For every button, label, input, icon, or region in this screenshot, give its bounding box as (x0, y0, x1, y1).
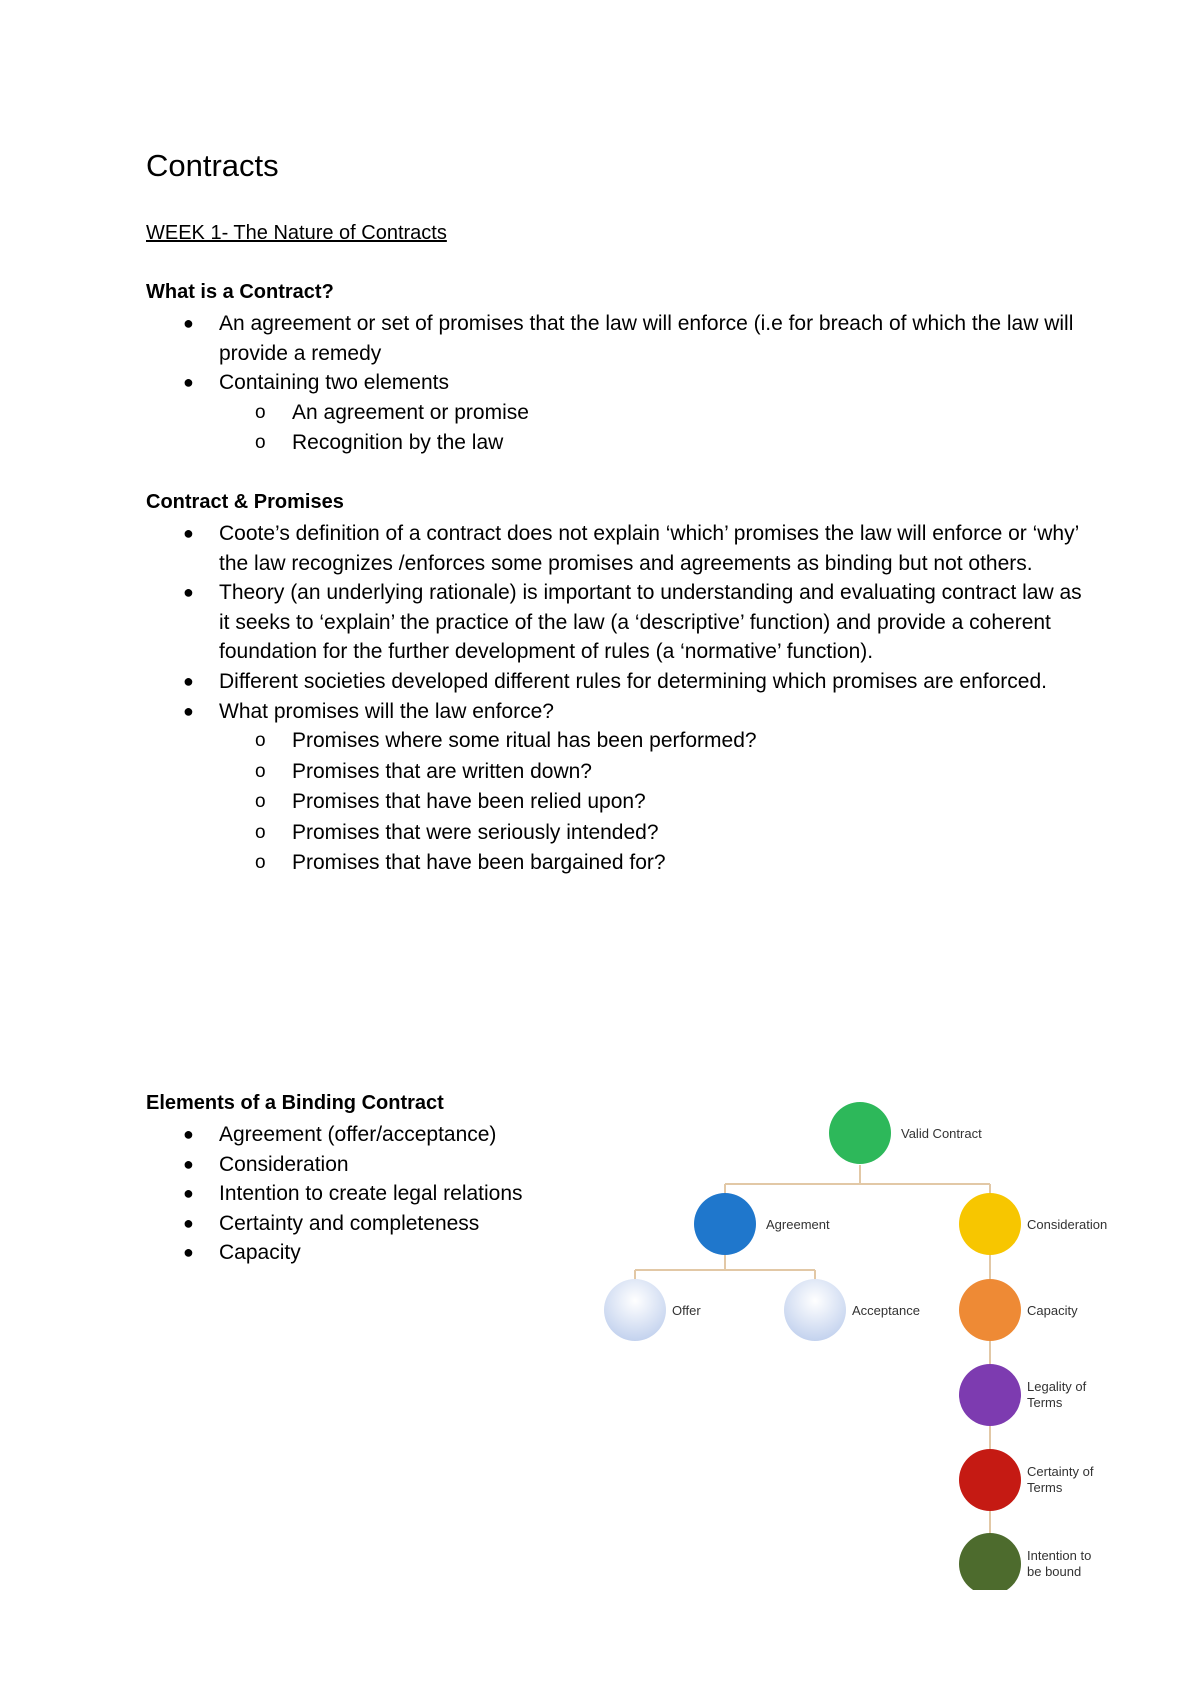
offer-node (604, 1279, 666, 1341)
list-item (146, 1120, 586, 1150)
certainty-node (959, 1449, 1021, 1511)
bullet-marker: ● (183, 670, 194, 691)
page-title: Contracts (146, 148, 279, 183)
list-item-text: Containing two elements (219, 371, 449, 395)
bullet-marker: ● (183, 1153, 194, 1174)
consideration-node (959, 1193, 1021, 1255)
sub-list-item (219, 726, 1086, 757)
consideration-label: Consideration (1027, 1217, 1108, 1232)
bullet-marker: ● (183, 1212, 194, 1233)
sub-bullet-marker: o (255, 760, 266, 782)
sub-list-item (219, 398, 1076, 429)
connector-agreement (635, 1254, 815, 1280)
list-item-text: Intention to create legal relations (219, 1182, 523, 1206)
list-item (146, 1179, 586, 1209)
sub-list-item (219, 757, 1086, 788)
section-heading-contract-promises: Contract & Promises (146, 491, 344, 513)
list-item-text: Agreement (offer/acceptance) (219, 1123, 497, 1146)
sub-list-item-text: Recognition by the law (292, 431, 504, 455)
elements-list (146, 1120, 586, 1268)
agreement-node (694, 1193, 756, 1255)
bullet-marker: ● (183, 1124, 194, 1144)
acceptance-node (784, 1279, 846, 1341)
sub-list (219, 398, 1076, 459)
list-item-text: Capacity (219, 1241, 301, 1265)
list-item (146, 309, 1076, 368)
list-item (146, 519, 1086, 578)
section-heading-what-is-contract: What is a Contract? (146, 281, 334, 303)
week-heading: WEEK 1- The Nature of Contracts (146, 222, 447, 244)
list-item (146, 578, 1086, 667)
list-item-text: Theory (an underlying rationale) is important to understanding and evaluating contract law as it seeks to ‘explain’ the practice of the law (a ‘descriptive’ function) and provide a coherent foundation for the further development of rules (a ‘normative’ function). (219, 581, 1082, 664)
list-item (146, 368, 1076, 459)
list-item-text: Coote’s definition of a contract does not explain ‘which’ promises the law will enforce or ‘why’ the law recognizes /enforces some promises and agreements as binding but not others. (219, 522, 1079, 575)
sub-list-item-text: An agreement or promise (292, 400, 529, 424)
list-item-text: Different societies developed different rules for determining which promises are enforced. (219, 669, 1047, 693)
sub-list-item (219, 848, 1086, 879)
sub-list (219, 726, 1086, 879)
list-item-text: Consideration (219, 1152, 349, 1176)
section-heading-elements: Elements of a Binding Contract (146, 1092, 444, 1114)
sub-list-item-text: Promises that were seriously intended? (292, 820, 659, 844)
promises-list (146, 519, 1086, 879)
legality-node (959, 1364, 1021, 1426)
bullet-marker: ● (183, 700, 194, 721)
certainty-label-line2: Terms (1027, 1480, 1063, 1495)
what-is-list (146, 309, 1076, 459)
sub-bullet-marker: o (255, 821, 266, 843)
valid-contract-label: Valid Contract (901, 1126, 982, 1141)
offer-label: Offer (672, 1303, 701, 1318)
legality-label-line1: Legality of (1027, 1379, 1087, 1394)
bullet-marker: ● (183, 1183, 194, 1204)
sub-list-item-text: Promises that have been relied upon? (292, 790, 646, 814)
list-item-text: Certainty and completeness (219, 1211, 480, 1235)
sub-list-item (219, 428, 1076, 459)
sub-list-item-text: Promises that are written down? (292, 759, 592, 783)
sub-list-item-text: Promises where some ritual has been performed? (292, 729, 757, 753)
intention-label-line1: Intention to (1027, 1548, 1092, 1563)
legality-label-line2: Terms (1027, 1395, 1063, 1410)
list-item (146, 1238, 586, 1268)
sub-bullet-marker: o (255, 401, 266, 423)
certainty-label-line1: Certainty of (1027, 1464, 1094, 1479)
sub-bullet-marker: o (255, 791, 266, 813)
capacity-label: Capacity (1027, 1303, 1078, 1318)
sub-bullet-marker: o (255, 730, 266, 752)
valid-contract-diagram (595, 1070, 1155, 1590)
list-item (146, 1150, 586, 1180)
capacity-node (959, 1279, 1021, 1341)
agreement-label: Agreement (766, 1217, 830, 1232)
list-item (146, 667, 1086, 697)
sub-bullet-marker: o (255, 852, 266, 874)
intention-label-line2: be bound (1027, 1564, 1082, 1579)
sub-list-item-text: Promises that have been bargained for? (292, 851, 666, 875)
bullet-marker: ● (183, 523, 194, 543)
list-item-text: What promises will the law enforce? (219, 699, 554, 723)
bullet-marker: ● (183, 1242, 194, 1263)
sub-list-item (219, 787, 1086, 818)
connector-root (725, 1165, 990, 1195)
list-item-text: An agreement or set of promises that the law will enforce (i.e for breach of which the law will provide a remedy (219, 312, 1074, 365)
acceptance-label: Acceptance (852, 1303, 920, 1318)
valid-contract-node (829, 1102, 891, 1164)
list-item (146, 1209, 586, 1239)
bullet-marker: ● (183, 313, 194, 333)
list-item (146, 697, 1086, 879)
sub-list-item (219, 818, 1086, 849)
bullet-marker: ● (183, 582, 194, 603)
bullet-marker: ● (183, 372, 194, 393)
sub-bullet-marker: o (255, 432, 266, 454)
intention-node (959, 1533, 1021, 1590)
